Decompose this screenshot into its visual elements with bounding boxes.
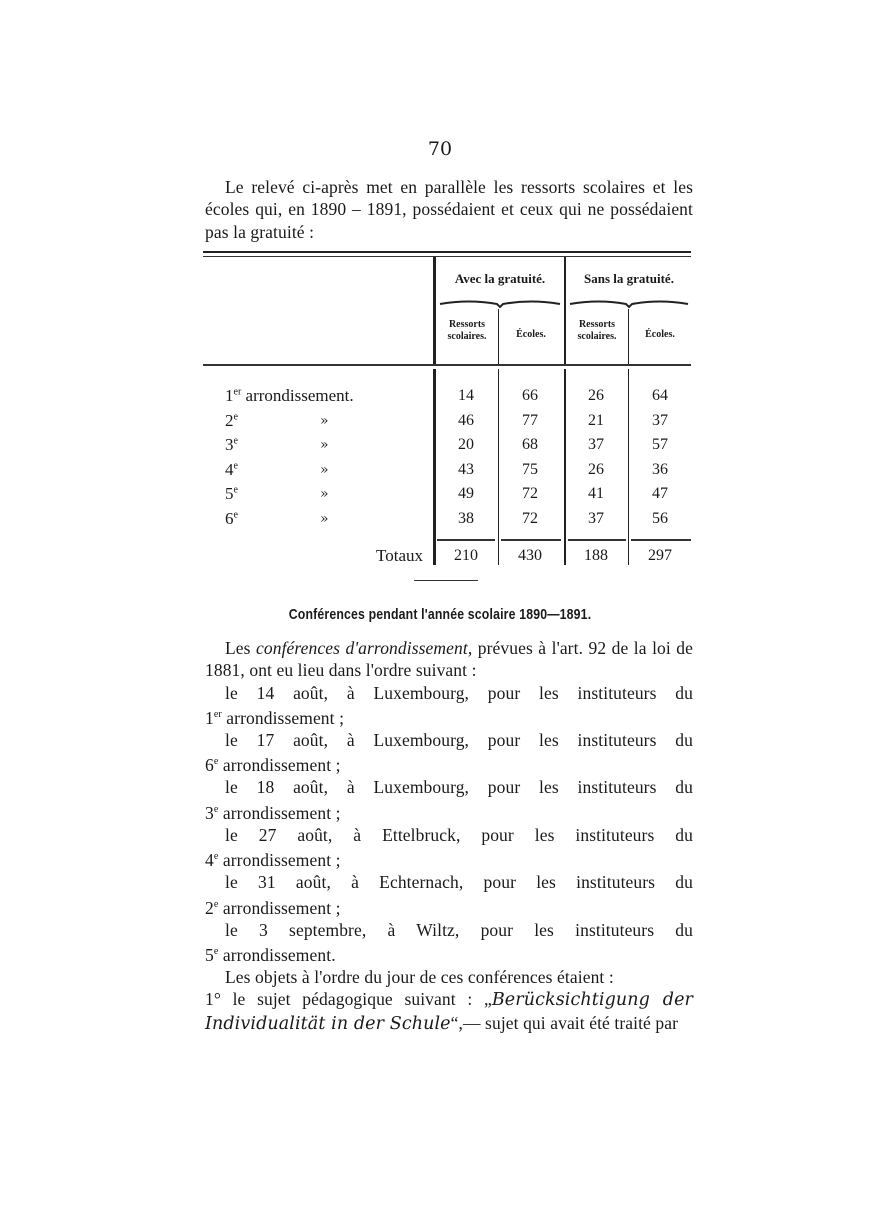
- table-cell: 37: [588, 436, 604, 453]
- italic-text: conférences d'arrondissement: [256, 638, 468, 658]
- ditto-mark: »: [320, 437, 329, 453]
- sum-rule: [437, 539, 495, 541]
- table-cell: 77: [522, 411, 538, 429]
- statistics-table: [203, 251, 691, 571]
- table-cell: 26: [588, 387, 604, 404]
- paragraph: [205, 988, 693, 1035]
- row-label: 5e: [225, 484, 238, 503]
- subheader-ecoles: Écoles.: [516, 329, 546, 340]
- brace-icon: [569, 298, 689, 310]
- header-bottom-rule: [203, 364, 691, 366]
- conference-list: [205, 682, 693, 967]
- group-header-avec: Avec la gratuité.: [454, 271, 546, 286]
- table-cell: 64: [652, 387, 668, 404]
- table-cell: 66: [522, 387, 538, 404]
- conferences-body: [205, 637, 693, 1035]
- table-cell: 57: [652, 436, 668, 453]
- table-cell: 37: [652, 411, 668, 429]
- column-divider: [628, 369, 629, 565]
- totals-label: Totaux: [376, 546, 423, 565]
- ditto-mark: »: [320, 461, 329, 478]
- table-cell: 56: [652, 509, 668, 527]
- sum-rule: [501, 539, 561, 541]
- subheader-ressorts: Ressorts scolaires.: [447, 319, 487, 342]
- conference-entry: le 17 août, à Luxembourg, pour les instituteurs du 6e arrondissement ;: [205, 730, 693, 776]
- text: Les: [225, 638, 257, 658]
- text: , prévues à l'art. 92 de la loi de 1881, ont eu lieu dans l'ordre suivant :: [205, 638, 693, 681]
- total-cell: 210: [454, 547, 478, 564]
- ditto-mark: »: [320, 510, 329, 527]
- row-label: 1er arrondissement.: [225, 386, 354, 405]
- subheader-ecoles: Écoles.: [645, 329, 675, 340]
- conference-entry: le 14 août, à Luxembourg, pour les instituteurs du 1er arrondissement ;: [205, 682, 693, 728]
- table-cell: 21: [588, 411, 604, 429]
- german-quote: Berücksichtigung der Individualität in der Schule: [205, 990, 693, 1034]
- table-cell: 38: [458, 509, 474, 527]
- table-top-rule: [203, 251, 691, 253]
- table-cell: 37: [588, 509, 604, 527]
- page-number: 70: [427, 138, 453, 160]
- table-cell: 75: [522, 460, 538, 478]
- ditto-mark: »: [320, 486, 329, 502]
- total-cell: 297: [648, 547, 672, 564]
- total-cell: 430: [518, 547, 542, 564]
- column-divider: [498, 369, 499, 565]
- text: 1° le sujet pédagogique suivant : „: [205, 989, 492, 1010]
- sum-rule: [631, 539, 691, 541]
- row-label: 4e: [225, 459, 238, 479]
- row-label: 2e: [225, 410, 238, 430]
- table-cell: 41: [588, 485, 604, 502]
- conference-entry: le 31 août, à Echternach, pour les instituteurs du 2e arrondissement ;: [205, 872, 693, 918]
- table-cell: 47: [652, 485, 668, 502]
- conference-entry: le 27 août, à Ettelbruck, pour les instituteurs du 4e arrondissement ;: [205, 824, 693, 870]
- column-divider: [628, 309, 629, 364]
- section-title: Conférences pendant l'année scolaire 1890—1891.: [288, 606, 592, 623]
- group-header-sans: Sans la gratuité.: [584, 271, 674, 286]
- text: “,— sujet qui avait été traité par: [450, 1012, 679, 1033]
- paragraph: [205, 637, 693, 682]
- table-cell: 49: [458, 485, 474, 502]
- table-cell: 72: [522, 485, 538, 502]
- column-divider: [564, 257, 566, 364]
- column-divider: [498, 309, 499, 364]
- sum-rule: [568, 539, 626, 541]
- table-cell: 36: [652, 460, 668, 478]
- table-cell: 46: [458, 411, 474, 429]
- ditto-mark: »: [320, 412, 329, 429]
- table-cell: 26: [588, 460, 604, 478]
- subheader-ressorts: Ressorts scolaires.: [577, 319, 617, 342]
- total-cell: 188: [584, 547, 608, 564]
- brace-icon: [439, 298, 561, 310]
- row-label: 3e: [225, 435, 238, 454]
- table-top-rule-thin: [203, 256, 691, 257]
- intro-paragraph: Le relevé ci-après met en parallèle les ressorts scolaires et les écoles qui, en 1890 – 1891, possédaient et ceux qui ne possédaient pas la gratuité :: [205, 177, 693, 242]
- separator-rule: [414, 580, 478, 581]
- table-cell: 68: [522, 436, 538, 453]
- table-cell: 20: [458, 436, 474, 453]
- table-cell: 14: [458, 387, 474, 404]
- paragraph: Les objets à l'ordre du jour de ces conférences étaient :: [225, 967, 614, 988]
- conference-entry: le 3 septembre, à Wiltz, pour les instituteurs du 5e arrondissement.: [205, 919, 693, 965]
- table-cell: 43: [458, 460, 474, 478]
- conference-entry: le 18 août, à Luxembourg, pour les instituteurs du 3e arrondissement ;: [205, 777, 693, 823]
- column-divider: [433, 257, 436, 364]
- row-label: 6e: [225, 508, 238, 528]
- table-cell: 72: [522, 509, 538, 527]
